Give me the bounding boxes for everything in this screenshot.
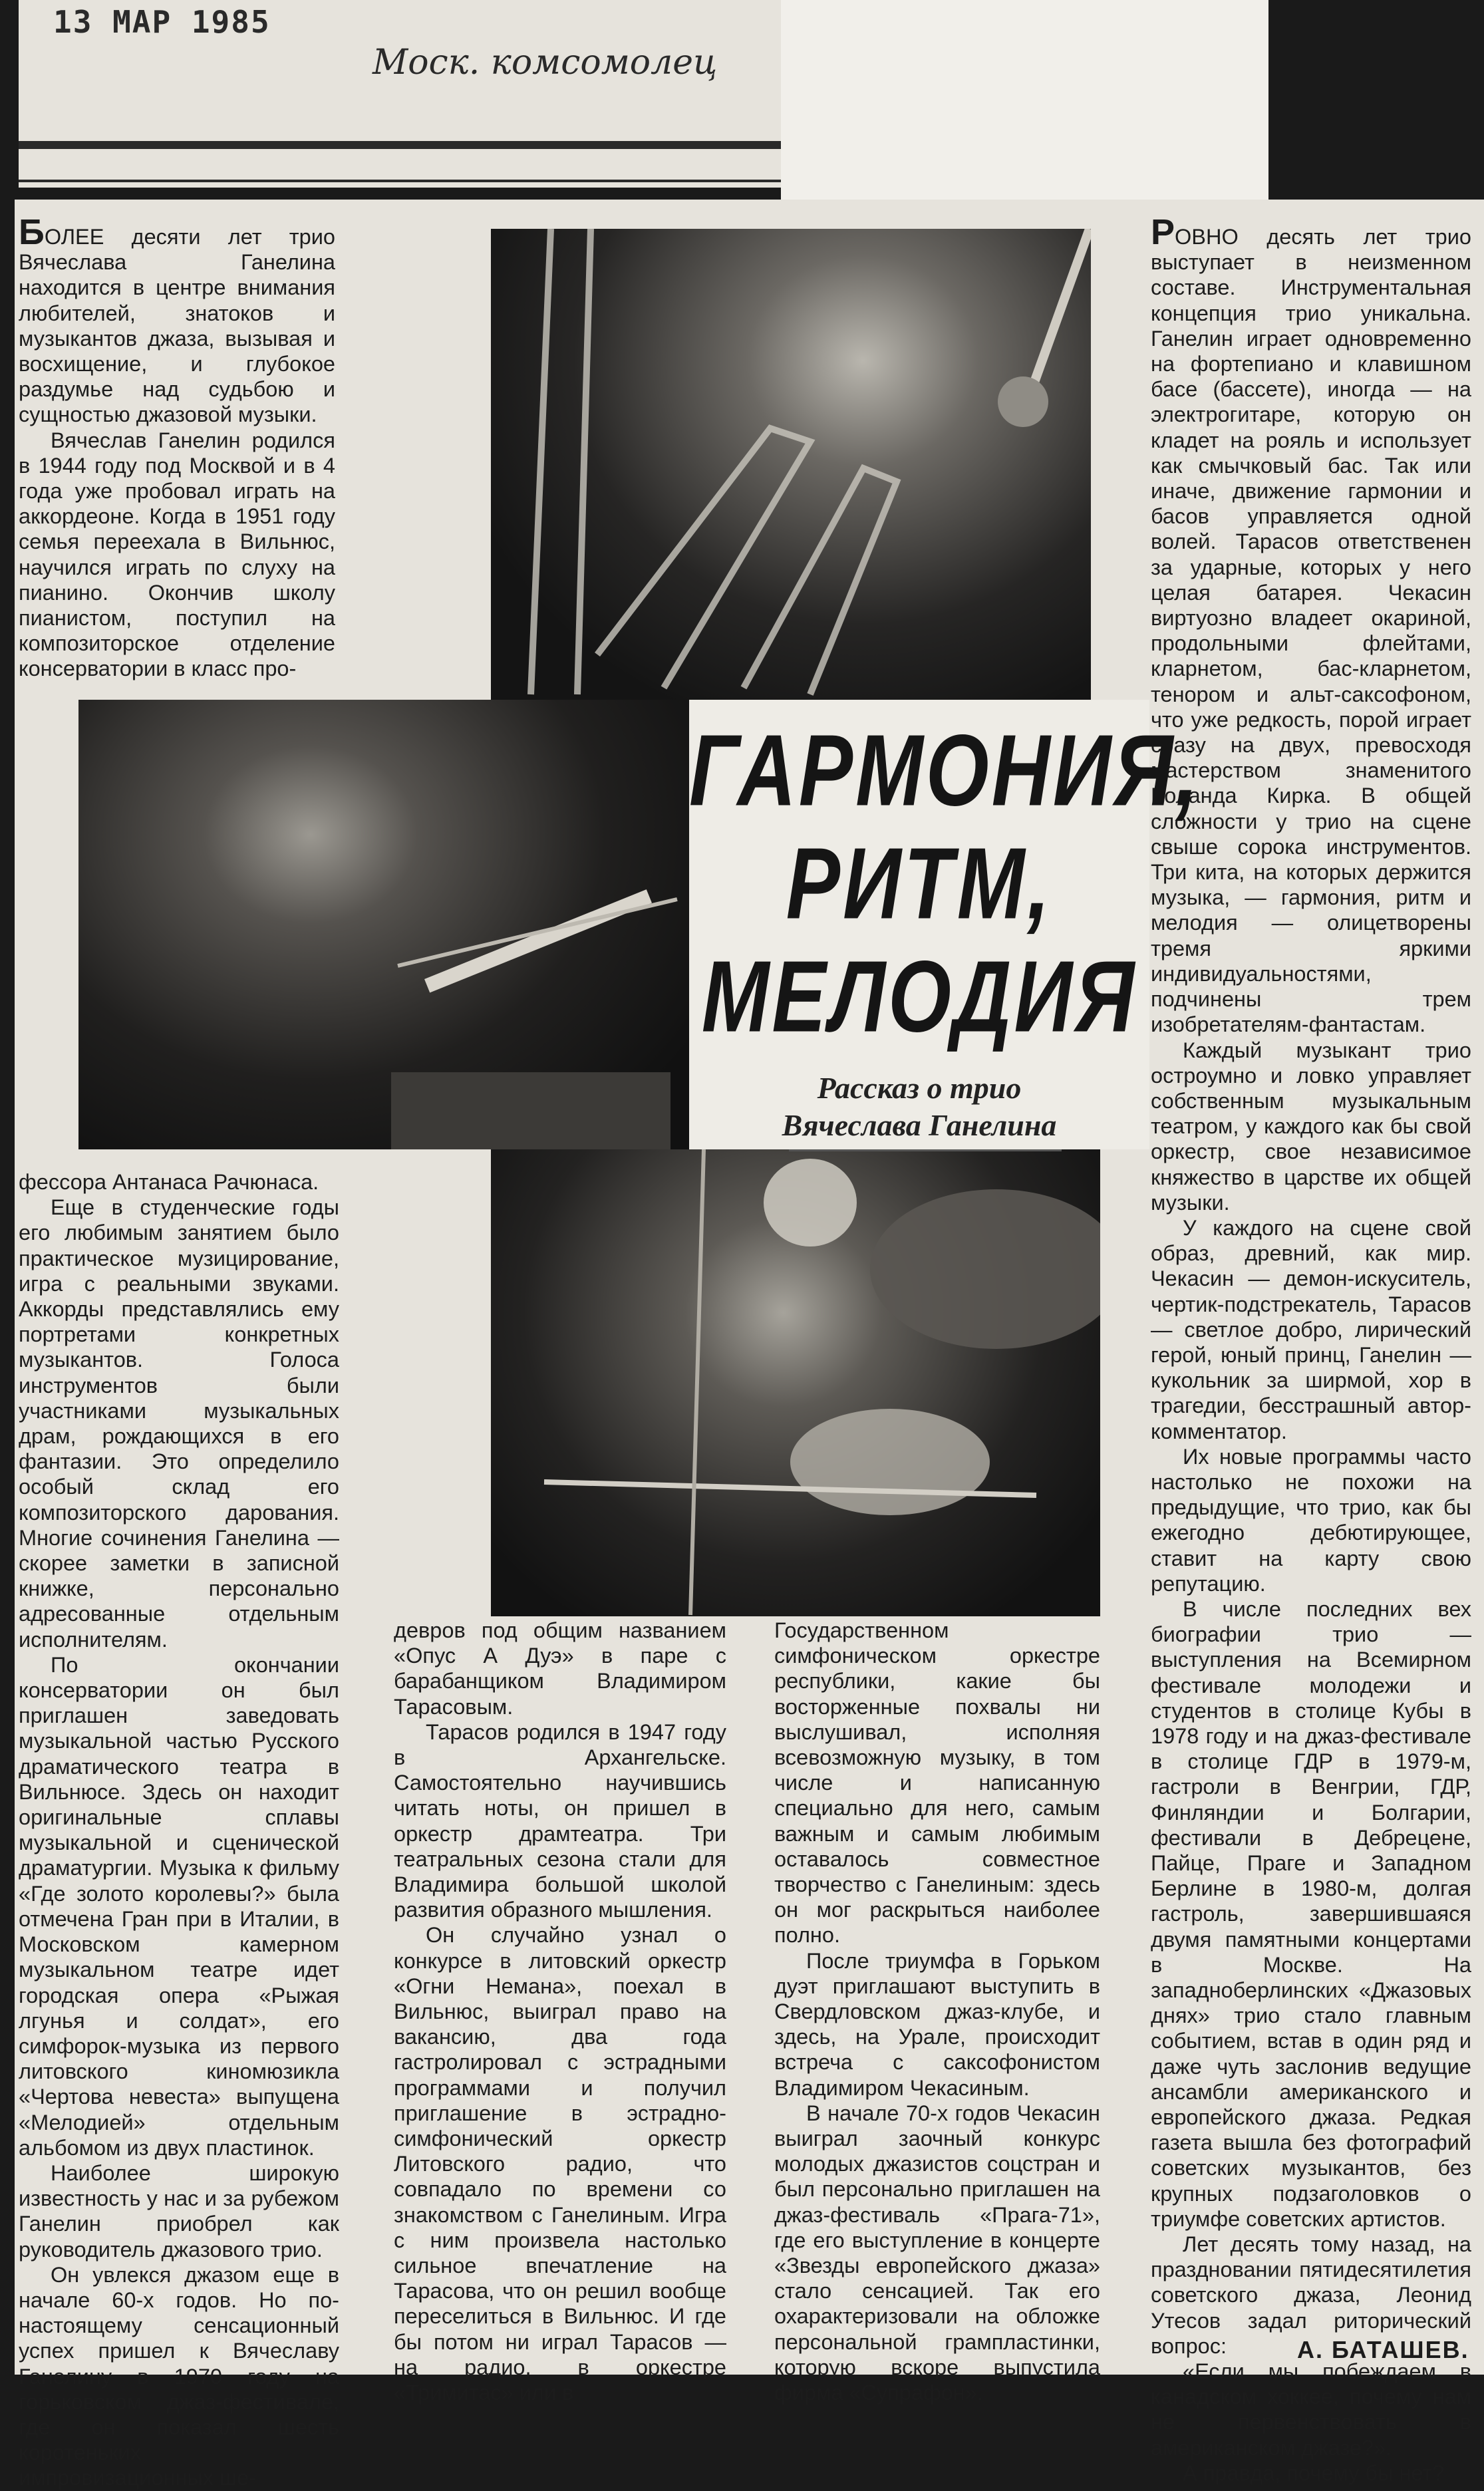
subtitle-line: Вячеслава Ганелина [782,1108,1057,1142]
column-1-bottom [19,1169,339,2491]
handwritten-source-note: Моск. комсомолец [372,43,718,82]
author-signature: А. БАТАШЕВ. [1297,2336,1469,2363]
headline-line: ГАРМОНИЯ, [689,714,1201,827]
quote-paragraph: «Если мы побеждаем в канадском хоккее, почему нам не первенствовать в американском джазе?». [1151,2359,1471,2460]
paragraph: девров под общим названием «Опус А Дуэ» в паре с барабанщиком Владимиром Тарасовым. [394,1618,726,1719]
photo-drummer [491,1149,1100,1616]
headline-box [689,700,1201,1149]
header-rule-thin [19,180,781,182]
paragraph: Государственном симфоническом оркестре республики, какие бы восторженные похвалы ни выслушивал, исполняя всевозможную музыку, в том числе и написанную специально для него, самым важным и самым любимым оставалось совместное творчество с Ганелиным: здесь он мог раскрыться наиболее полно. [774,1618,1100,1948]
intro-paragraph: БОЛЕЕ десяти лет трио Вячеслава Ганелина находится в центре внимания любителей, знатоков и музыкантов джаза, вызывая и восхищение, и глубокое раздумье над судьбою и сущностью джазовой музыки. [19,212,335,427]
paragraph: После триумфа в Горьком дуэт приглашают выступить в Свердловском джаз-клубе, и здесь, на Урале, происходит встреча с саксофонистом Владимиром Чекасиным. [774,1948,1100,2100]
subtitle-line: Рассказ о трио [817,1071,1022,1105]
paragraph: Лет десять тому назад, на праздновании пятидесятилетия советского джаза, Леонид Утесов задал риторический вопрос: [1151,2232,1471,2358]
paragraph: Вячеслав Ганелин родился в 1944 году под Москвой и в 4 года уже пробовал играть на аккордеоне. Когда в 1951 году семья переехала в Вильнюс, научился играть по слуху на пианино. Окончив школу пианистом, поступил на композиторское отделение консерватории в класс про- [19,428,335,681]
paragraph: Каждый музыкант трио остроумно и ловко управляет собственным музыкальным театром, у каждого как бы свой оркестр, свое независимое княжество в царстве их общей музыки. [1151,1038,1471,1215]
paragraph: В числе последних вех биографии трио — выступления на Всемирном фестивале молодежи и студентов в столице Кубы в 1978 году и на джаз-фестивале в столице ГДР в 1979-м, гастроли в Венгрии, ГДР, Финляндии и Болгарии, фестивали в Дебрецене, Пайце, Праге и Западном Берлине в 1980-м, долгая гастроль, завершившаяся двумя памятными концертами в Москве. На западноберлинских «Джазовых днях» трио стало главным событием, встав в один ряд и даже чуть заслонив ведущие ансамбли американского и европейского джаза. Редкая газета вышла без фотографий советских музыкантов, без крупных подзаголовков о триумфе советских артистов. [1151,1596,1471,2231]
paragraph: Он увлекся джазом еще в начале 60-х годов. Но по-настоящему сенсационный успех пришел к Вячеславу Ганелину в 1970 году на горьковском джаз-фестивале, где он показал шесть коротеньких импровизационных ше- [19,2262,339,2490]
paragraph: А правда, почему бы нет? [1183,2460,1445,2485]
paragraph: Тарасов родился в 1947 году в Архангельске. Самостоятельно научившись читать ноты, он пришел в оркестр драмтеатра. Три театральных сезона стали для Владимира большой школой развития образного мышления. [394,1719,726,1922]
subtitle-rule [789,1149,1062,1151]
photo-saxophonist [491,229,1091,700]
dropcap: Р [1151,212,1175,252]
paragraph: фессора Антанаса Рачюнаса. [19,1170,319,1194]
column-3 [774,1618,1100,2405]
paragraph: РОВНО десять лет трио выступает в неизменном составе. Инструментальная концепция трио уникальна. Ганелин играет одновременно на фортепиано и клавишном басе (бассете), иногда — на электрогитаре, которую он кладет на рояль и использует как смычковый бас. Так или иначе, движение гармонии и басов управляется одной волей. Тарасов ответственен за ударные, которых у него целая батарея. Чекасин виртуозно владеет окариной, продольными флейтами, кларнетом, бас-кларнетом, тенором и альт-саксофоном, что уже редкость, порой играет сразу на двух, превосходя мастерством знаменитого Роланда Кирка. В общей сложности у трио на сцене свыше сорока инструментов. Три кита, на которых держится музыка, — гармония, ритм и мелодия — олицетворены тремя яркими индивидуальностями, подчинены трем изобретателям-фантастам. [1151,212,1471,1037]
headline-line: РИТМ, [786,827,1053,940]
paragraph: Он случайно узнал о конкурсе в литовский оркестр «Огни Немана», поехал в Вильнюс, выиграл право на вакансию, два года гастролировал с эстрадными программами и получил приглашение в эстрадно-симфонический оркестр Литовского радио, что совпадало по времени со знакомством с Ганелиным. Игра с ним произвела настолько сильное впечатление на Тарасова, что он решил вообще переселиться в Вильнюс. И где бы потом ни играл Тарасов — на радио, в оркестре «Тримитас» или в [394,1923,726,2405]
header-right-paper [781,0,1268,200]
column-4 [1151,212,1471,2486]
photo-pianist [78,700,689,1149]
header-rule-thick [19,141,781,149]
date-stamp: 13 МАР 1985 [53,4,271,40]
paragraph: В начале 70-х годов Чекасин выиграл заочный конкурс молодых джазистов соцстран и был персонально приглашен на джаз-фестиваль «Прага-71», где его выступление в концерте «Звезды европейского джаза» стало сенсацией. Так его охарактеризовали на обложке персональной грампластинки, которую вскоре выпустила фирма «Супрафон». [774,2101,1100,2405]
paragraph: Их новые программы часто настолько не похожи на предыдущие, что трио, как бы ежегодно дебютирующее, ставит на карту свою репутацию. [1151,1444,1471,1596]
dropcap: Б [19,212,45,252]
column-1-top [19,212,335,682]
paragraph: У каждого на сцене свой образ, древний, как мир. Чекасин — демон-искуситель, чертик-подстрекатель, Тарасов — светлое добро, лирический герой, юный принц, Ганелин — кукольник за ширмой, хор в трагедии, бесстрашный автор-комментатор. [1151,1215,1471,1443]
paragraph: Наиболее широкую известность у нас и за рубежом Ганелин приобрел как руководитель джазового трио. [19,2160,339,2262]
headline-line: МЕЛОДИЯ [701,940,1137,1053]
column-2 [394,1618,726,2405]
paragraph: По окончании консерватории он был приглашен заведовать музыкальной частью Русского драматического театра в Вильнюсе. Здесь он находит оригинальные сплавы музыкальной и сценической драматургии. Музыка к фильму «Где золото королевы?» была отмечена Гран при в Италии, в Московском камерном музыкальном театре идет городская опера «Рыжая лгунья и солдат», его симфорок-музыка из первого литовского киномюзикла «Чертова невеста» выпущена «Мелодией» отдельным альбомом из двух пластинок. [19,1652,339,2160]
paragraph: Еще в студенческие годы его любимым занятием было практическое музицирование, игра с реальными звуками. Аккорды представлялись ему портретами конкретных музыкантов. Голоса инструментов были участниками музыкальных драм, рождающихся в его фантазии. Это определило особый склад его композиторского дарования. Многие сочинения Ганелина — скорее заметки в записной книжке, персонально адресованные отдельным исполнителям. [19,1195,339,1652]
